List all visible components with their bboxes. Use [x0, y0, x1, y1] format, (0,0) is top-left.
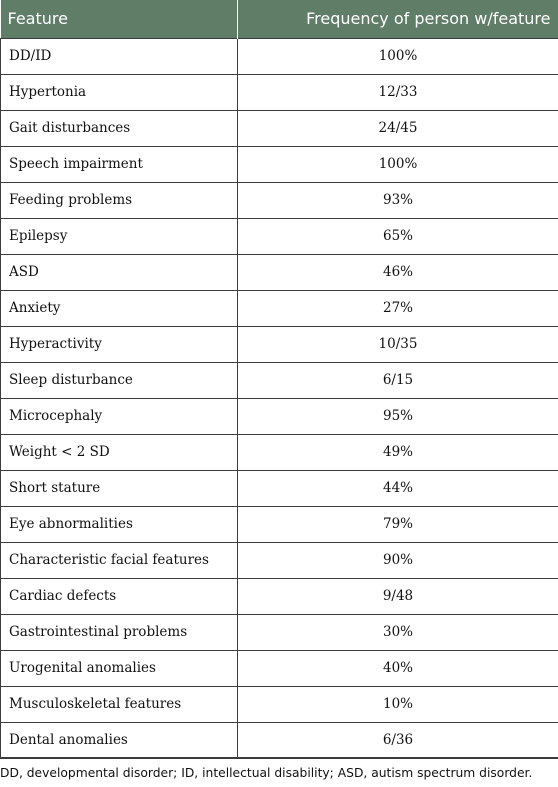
feature-cell: Feeding problems	[1, 182, 238, 218]
feature-cell: Hyperactivity	[1, 326, 238, 362]
table-row	[1, 434, 558, 470]
frequency-cell: 46%	[238, 254, 558, 290]
table-row	[1, 506, 558, 542]
table-row	[1, 578, 558, 614]
table-row	[1, 74, 558, 110]
frequency-cell: 100%	[238, 38, 558, 74]
feature-cell: Speech impairment	[1, 146, 238, 182]
frequency-cell: 27%	[238, 290, 558, 326]
feature-cell: Gait disturbances	[1, 110, 238, 146]
frequency-cell: 40%	[238, 650, 558, 686]
table-row	[1, 362, 558, 398]
table-row	[1, 182, 558, 218]
feature-cell: Hypertonia	[1, 74, 238, 110]
table-footnote: DD, developmental disorder; ID, intellectual disability; ASD, autism spectrum disorder.	[0, 766, 533, 780]
feature-cell: Weight < 2 SD	[1, 434, 238, 470]
feature-cell: Sleep disturbance	[1, 362, 238, 398]
table-row	[1, 470, 558, 506]
frequency-cell: 44%	[238, 470, 558, 506]
frequency-cell: 6/36	[238, 722, 558, 758]
frequency-cell: 30%	[238, 614, 558, 650]
table-row	[1, 542, 558, 578]
table-header-row	[1, 0, 558, 38]
feature-cell: Anxiety	[1, 290, 238, 326]
feature-cell: Epilepsy	[1, 218, 238, 254]
feature-cell: Urogenital anomalies	[1, 650, 238, 686]
frequency-cell: 10/35	[238, 326, 558, 362]
frequency-cell: 79%	[238, 506, 558, 542]
feature-cell: Microcephaly	[1, 398, 238, 434]
header-feature: Feature	[7, 9, 68, 29]
frequency-cell: 12/33	[238, 74, 558, 110]
feature-cell: Cardiac defects	[1, 578, 238, 614]
table-row	[1, 650, 558, 686]
feature-cell: Musculoskeletal features	[1, 686, 238, 722]
table-row	[1, 614, 558, 650]
table-row	[1, 218, 558, 254]
frequency-cell: 10%	[238, 686, 558, 722]
feature-cell: Short stature	[1, 470, 238, 506]
table-row	[1, 686, 558, 722]
feature-cell: Gastrointestinal problems	[1, 614, 238, 650]
header-frequency: Frequency of person w/feature	[238, 0, 558, 38]
table-row	[1, 290, 558, 326]
frequency-cell: 90%	[238, 542, 558, 578]
frequency-cell: 93%	[238, 182, 558, 218]
table-row	[1, 254, 558, 290]
table-row	[1, 110, 558, 146]
table-row	[1, 722, 558, 758]
frequency-cell: 65%	[238, 218, 558, 254]
table-row	[1, 146, 558, 182]
feature-cell: DD/ID	[1, 38, 238, 74]
frequency-cell: 9/48	[238, 578, 558, 614]
table-body	[1, 38, 558, 758]
frequency-cell: 49%	[238, 434, 558, 470]
frequency-cell: 100%	[238, 146, 558, 182]
frequency-cell: 6/15	[238, 362, 558, 398]
frequency-cell: 95%	[238, 398, 558, 434]
table-row	[1, 326, 558, 362]
feature-cell: Dental anomalies	[1, 722, 238, 758]
table-row	[1, 38, 558, 74]
feature-cell: Eye abnormalities	[1, 506, 238, 542]
frequency-cell: 24/45	[238, 110, 558, 146]
table-row	[1, 398, 558, 434]
feature-cell: ASD	[1, 254, 238, 290]
feature-cell: Characteristic facial features	[1, 542, 238, 578]
